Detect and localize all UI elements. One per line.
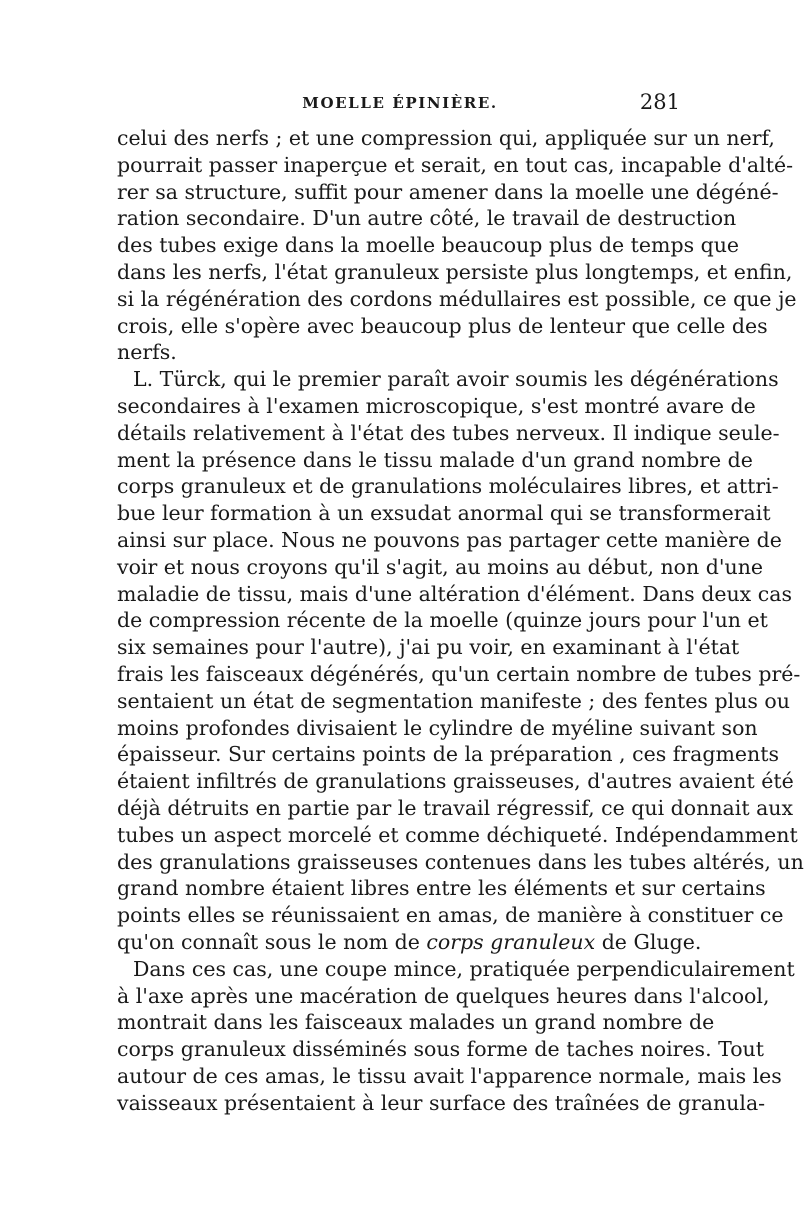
text-line: [117, 929, 702, 956]
text-line: grand nombre étaient libres entre les éléments et sur certains: [117, 876, 766, 901]
text-line: à l'axe après une macération de quelques heures dans l'alcool,: [117, 983, 770, 1008]
text-line: six semaines pour l'autre), j'ai pu voir, en examinant à l'état: [117, 635, 740, 660]
text-line: sentaient un état de segmentation manifeste ; des fentes plus ou: [117, 688, 790, 713]
text-line: points elles se réunissaient en amas, de manière à constituer ce: [117, 903, 784, 928]
text-line: détails relativement à l'état des tubes nerveux. Il indique seule-: [117, 420, 780, 445]
text-line: rer sa structure, suffit pour amener dans la moelle une dégéné-: [117, 179, 779, 204]
italic-term: corps granuleux: [426, 930, 596, 954]
text-line: Dans ces cas, une coupe mince, pratiquée perpendiculairement: [133, 956, 795, 981]
text-line: frais les faisceaux dégénérés, qu'un certain nombre de tubes pré-: [117, 662, 801, 686]
text-line: de compression récente de la moelle (quinze jours pour l'un et: [117, 608, 768, 633]
text-segment: qu'on connaît sous le nom de: [117, 930, 427, 954]
text-line: autour de ces amas, le tissu avait l'apparence normale, mais les: [117, 1064, 782, 1088]
text-line: celui des nerfs ; et une compression qui, appliquée sur un nerf,: [117, 126, 775, 150]
text-line: vaisseaux présentaient à leur surface des traînées de granula-: [117, 1090, 766, 1115]
text-line: si la régénération des cordons médullaires est possible, ce que je: [117, 286, 797, 311]
text-line: étaient infiltrés de granulations graisseuses, d'autres avaient été: [117, 769, 794, 794]
text-line: des tubes exige dans la moelle beaucoup plus de temps que: [117, 233, 740, 258]
text-line: moins profondes divisaient le cylindre de myéline suivant son: [117, 715, 758, 740]
text-line: déjà détruits en partie par le travail régressif, ce qui donnait aux: [117, 796, 794, 820]
running-header: MOELLE ÉPINIÈRE.: [302, 94, 498, 112]
text-line: pourrait passer inaperçue et serait, en tout cas, incapable d'alté-: [117, 152, 793, 177]
text-line: maladie de tissu, mais d'une altération d'élément. Dans deux cas: [117, 581, 792, 606]
text-line: des granulations graisseuses contenues dans les tubes altérés, un: [117, 849, 804, 874]
page-number: 281: [639, 90, 680, 114]
text-line: nerfs.: [117, 340, 177, 365]
text-line: corps granuleux et de granulations moléculaires libres, et attri-: [117, 474, 779, 499]
text-line: corps granuleux disséminés sous forme de taches noires. Tout: [117, 1037, 764, 1062]
text-line: bue leur formation à un exsudat anormal qui se transformerait: [117, 501, 771, 526]
text-line: ration secondaire. D'un autre côté, le travail de destruction: [117, 206, 737, 231]
text-line: secondaires à l'examen microscopique, s'est montré avare de: [117, 394, 756, 418]
text-line: crois, elle s'opère avec beaucoup plus de lenteur que celle des: [117, 313, 768, 338]
text-segment: de Gluge.: [595, 930, 702, 954]
text-line: dans les nerfs, l'état granuleux persiste plus longtemps, et enfin,: [117, 260, 793, 284]
text-line: L. Türck, qui le premier paraît avoir soumis les dégénérations: [133, 367, 779, 392]
text-line: ainsi sur place. Nous ne pouvons pas partager cette manière de: [117, 528, 782, 552]
text-line: tubes un aspect morcelé et comme déchiqueté. Indépendamment: [117, 822, 798, 847]
text-line: ment la présence dans le tissu malade d'un grand nombre de: [117, 447, 753, 472]
text-line: montrait dans les faisceaux malades un grand nombre de: [117, 1010, 715, 1035]
text-line: voir et nous croyons qu'il s'agit, au moins au début, non d'une: [117, 554, 764, 579]
text-line: épaisseur. Sur certains points de la préparation , ces fragments: [117, 742, 780, 767]
